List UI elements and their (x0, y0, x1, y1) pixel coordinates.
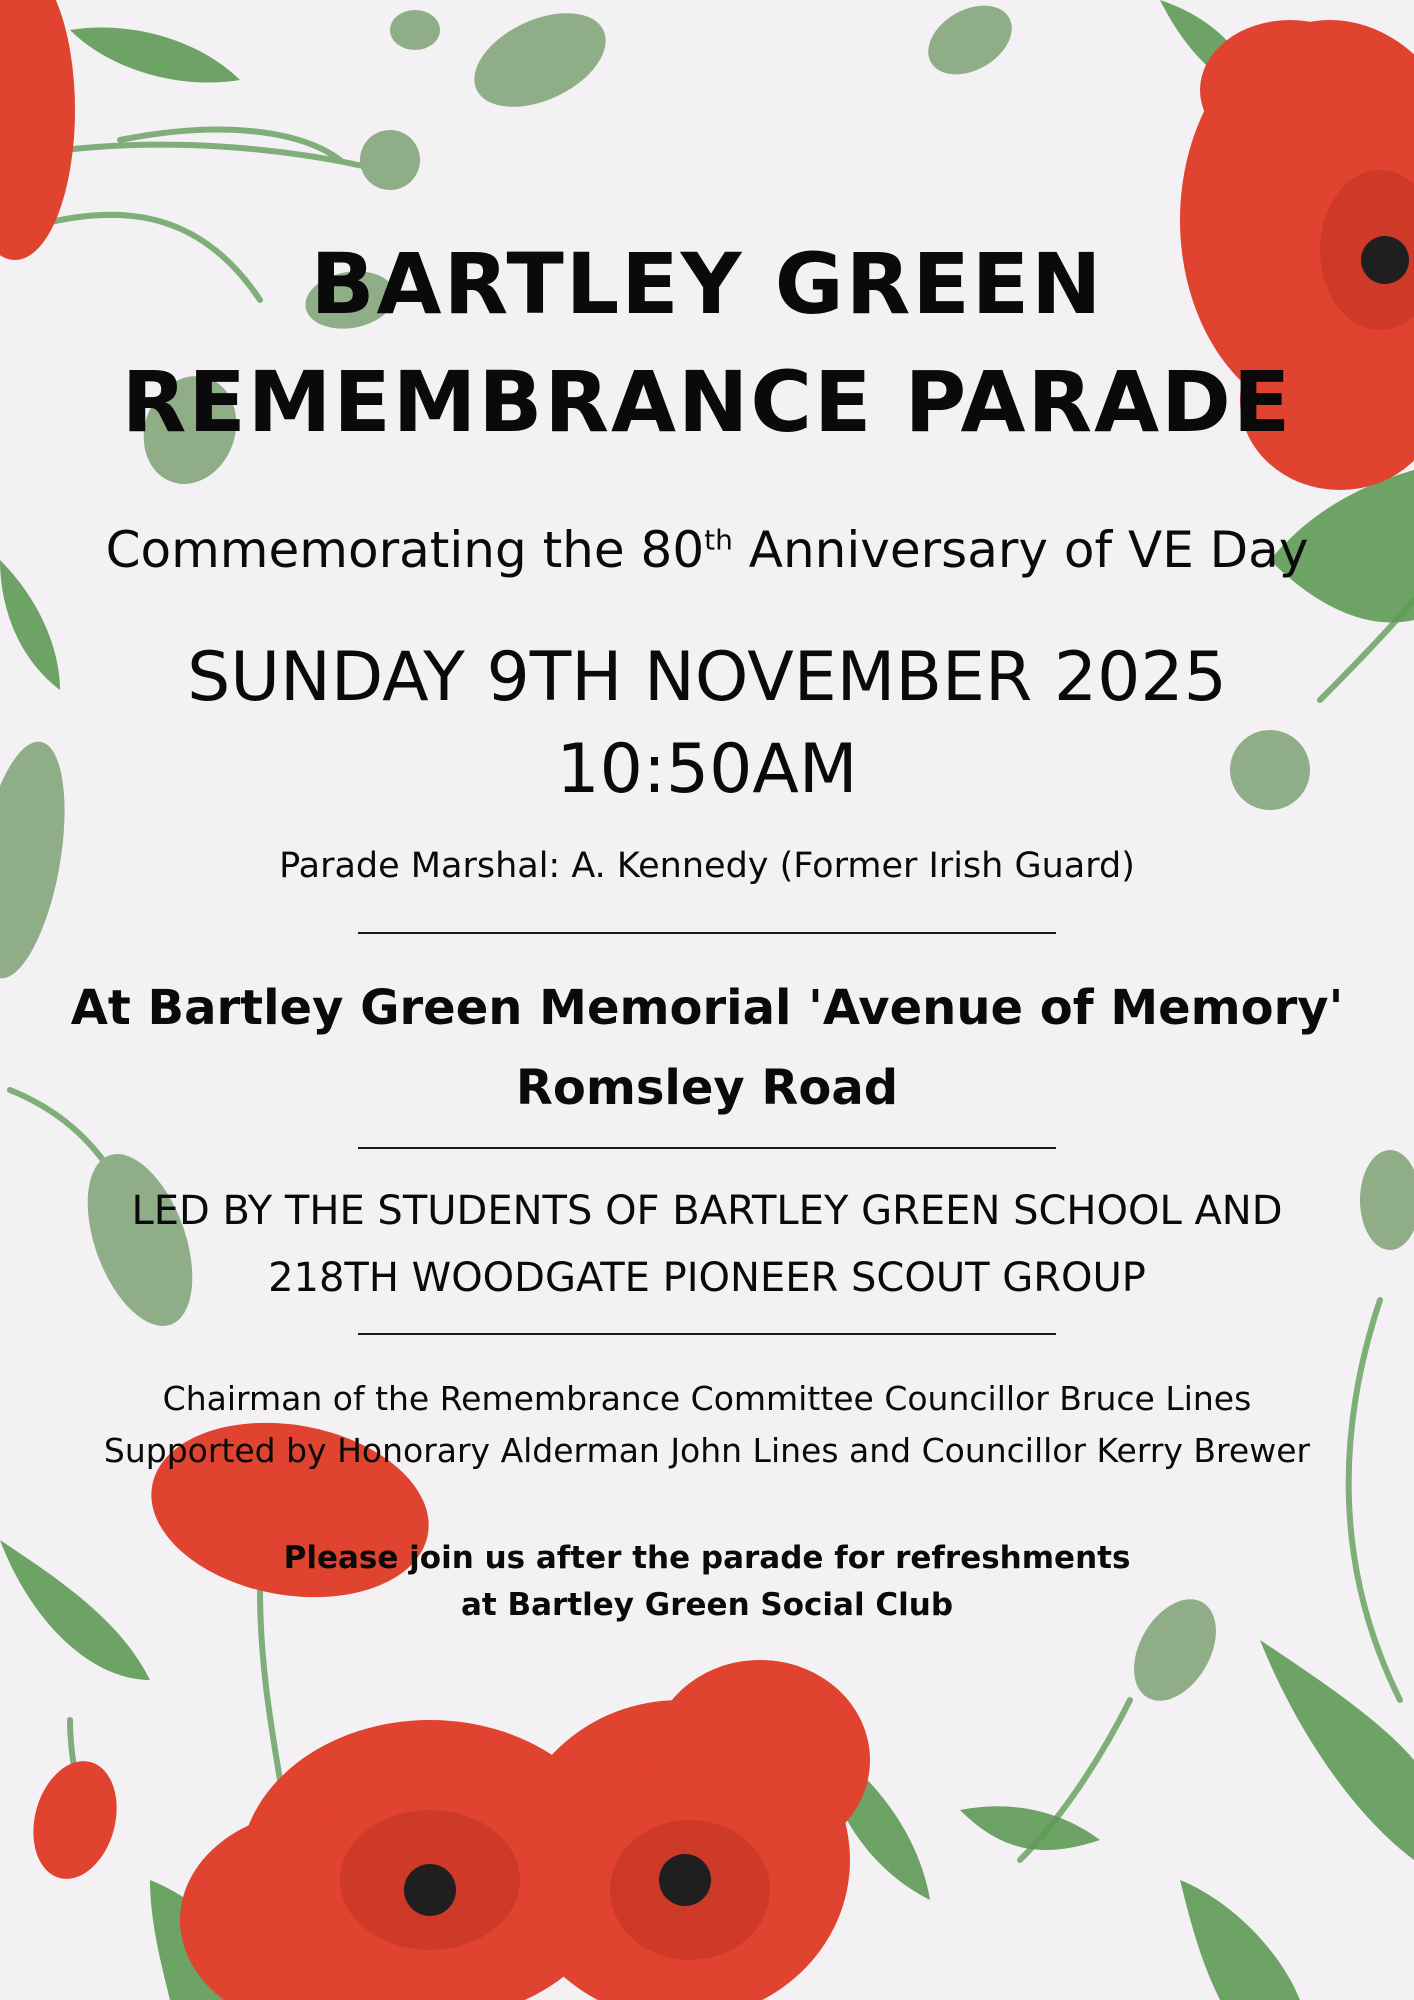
led-by-line-1: LED BY THE STUDENTS OF BARTLEY GREEN SCHOOL AND (131, 1188, 1283, 1234)
subtitle-text-end: Anniversary of VE Day (732, 521, 1309, 579)
chairman-line: Chairman of the Remembrance Committee Councillor Bruce Lines (162, 1379, 1252, 1418)
title-line-1: BARTLEY GREEN (310, 235, 1104, 333)
divider-3 (358, 1333, 1056, 1335)
event-date: SUNDAY 9TH NOVEMBER 2025 (187, 638, 1227, 717)
event-time: 10:50AM (556, 730, 858, 809)
parade-marshal: Parade Marshal: A. Kennedy (Former Irish Guard) (279, 846, 1135, 886)
divider-1 (358, 932, 1056, 934)
led-by (0, 1178, 1414, 1312)
divider-2 (358, 1147, 1056, 1149)
venue-line-1: At Bartley Green Memorial 'Avenue of Memory' (70, 980, 1344, 1036)
refreshments-invite (0, 1535, 1414, 1629)
ordinal-suffix: th (704, 523, 733, 557)
venue (0, 968, 1414, 1128)
title-line-2: REMEMBRANCE PARADE (121, 353, 1293, 451)
event-date-time (0, 632, 1414, 816)
led-by-line-2: 218TH WOODGATE PIONEER SCOUT GROUP (268, 1255, 1146, 1301)
event-title (0, 225, 1414, 461)
venue-line-2: Romsley Road (515, 1060, 899, 1116)
subtitle-text: Commemorating the 80 (105, 521, 705, 579)
invite-line-2: at Bartley Green Social Club (460, 1587, 954, 1623)
anniversary-subtitle (0, 515, 1414, 585)
committee-info (0, 1373, 1414, 1477)
invite-line-1: Please join us after the parade for refreshments (283, 1540, 1131, 1576)
supporters-line: Supported by Honorary Alderman John Lines and Councillor Kerry Brewer (103, 1431, 1311, 1470)
